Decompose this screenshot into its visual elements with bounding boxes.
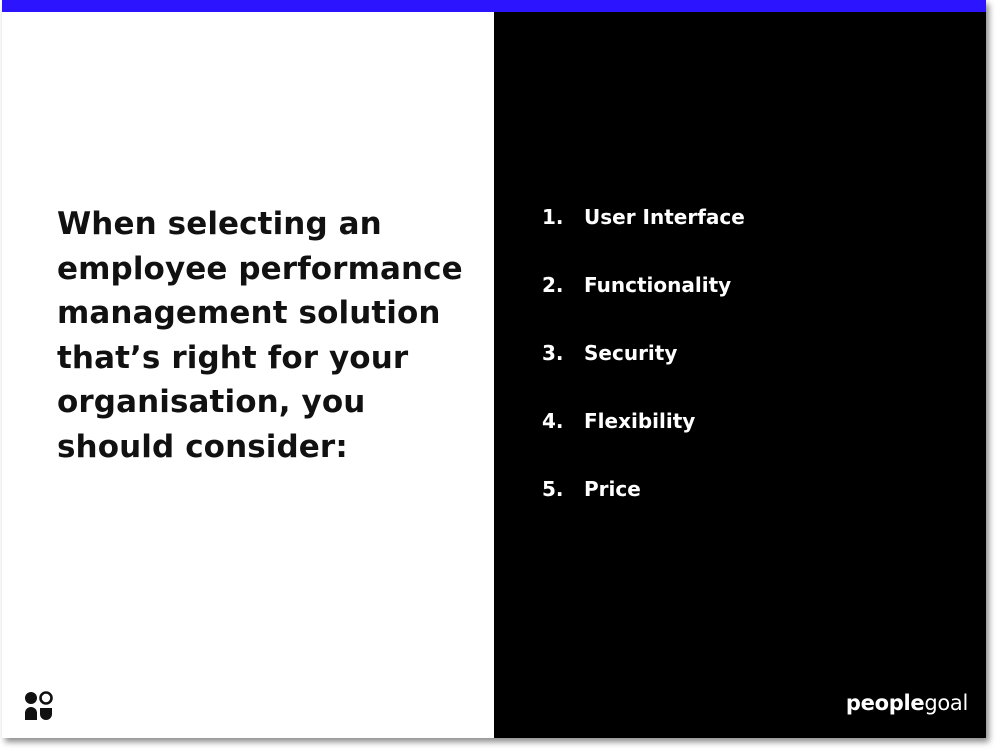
left-panel xyxy=(2,12,494,738)
list-item-number: 4. xyxy=(542,409,564,433)
peoplegoal-logo-icon xyxy=(24,691,54,721)
list-item-number: 3. xyxy=(542,341,564,365)
slide-heading xyxy=(57,202,463,469)
list-item xyxy=(542,268,745,336)
list-item-label: Flexibility xyxy=(584,409,696,433)
list-item-number: 2. xyxy=(542,273,564,297)
heading-line: employee performance xyxy=(57,250,463,287)
list-item-number: 5. xyxy=(542,477,564,501)
brand-wordmark-part2: goal xyxy=(924,691,968,715)
list-item-number: 1. xyxy=(542,205,564,229)
list-item-label: User Interface xyxy=(584,205,745,229)
list-item-label: Security xyxy=(584,341,678,365)
slide xyxy=(2,0,986,738)
right-panel xyxy=(494,12,986,738)
list-item-label: Functionality xyxy=(584,273,732,297)
list-item xyxy=(542,404,745,472)
heading-line: management solution xyxy=(57,295,441,331)
list-item xyxy=(542,200,745,268)
considerations-list xyxy=(542,200,745,540)
brand-wordmark xyxy=(846,688,968,718)
accent-bar xyxy=(2,0,986,12)
heading-line: When selecting an xyxy=(57,206,382,242)
brand-wordmark-part1: people xyxy=(845,691,925,715)
list-item xyxy=(542,336,745,404)
list-item-label: Price xyxy=(584,477,641,501)
heading-line: should consider: xyxy=(57,428,348,465)
heading-line: organisation, you xyxy=(57,384,366,420)
heading-line: that’s right for your xyxy=(57,339,409,376)
list-item xyxy=(542,472,745,540)
